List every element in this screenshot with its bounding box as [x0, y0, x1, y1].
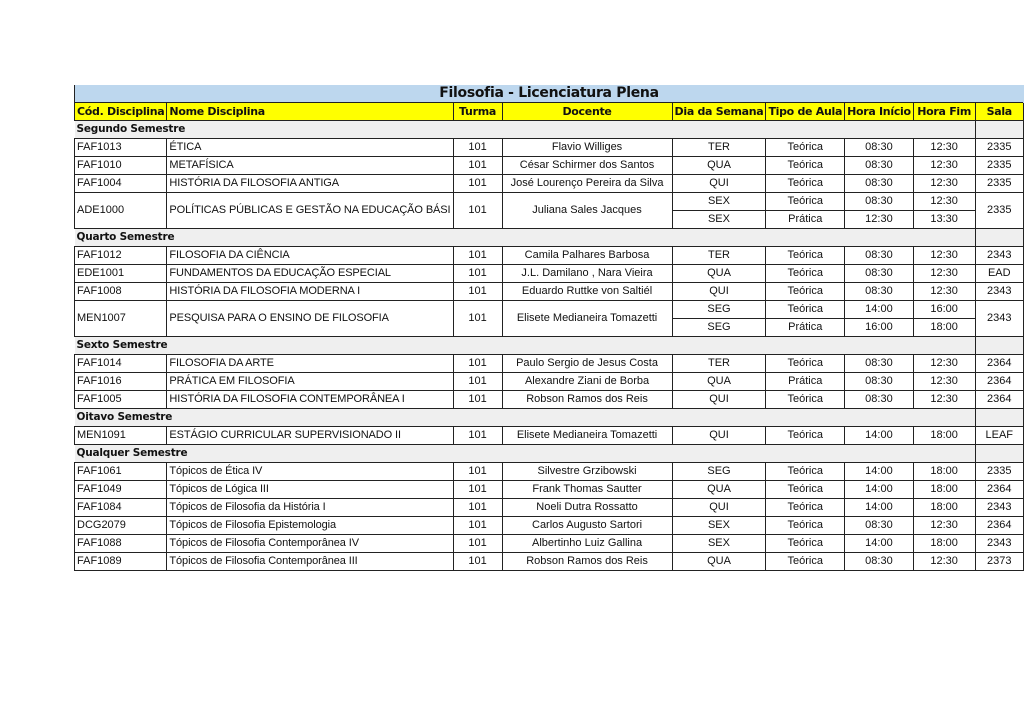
cell-tipo: Teórica — [766, 265, 845, 283]
cell-dia: SEG — [672, 463, 766, 481]
table-row — [75, 427, 1024, 445]
table-row — [75, 517, 1024, 535]
cell-dia: SEG — [672, 319, 766, 337]
cell-sala: 2364 — [975, 373, 1023, 391]
table-row — [75, 391, 1024, 409]
cell-dia: SEX — [672, 193, 766, 211]
cell-fim: 12:30 — [913, 247, 975, 265]
cell-docente: Alexandre Ziani de Borba — [502, 373, 672, 391]
cell-nome: HISTÓRIA DA FILOSOFIA MODERNA I — [167, 283, 453, 301]
cell-tipo: Teórica — [766, 283, 845, 301]
cell-inicio: 14:00 — [845, 301, 914, 319]
cell-nome: Tópicos de Filosofia Epistemologia — [167, 517, 453, 535]
semester-header-row — [75, 445, 1024, 463]
cell-tipo: Teórica — [766, 391, 845, 409]
cell-docente: Camila Palhares Barbosa — [502, 247, 672, 265]
cell-cod: EDE1001 — [75, 265, 167, 283]
cell-dia: TER — [672, 139, 766, 157]
cell-inicio: 08:30 — [845, 517, 914, 535]
cell-dia: SEX — [672, 535, 766, 553]
cell-fim: 16:00 — [913, 301, 975, 319]
table-row — [75, 301, 1024, 319]
cell-sala: 2364 — [975, 355, 1023, 373]
cell-cod: FAF1084 — [75, 499, 167, 517]
cell-cod: FAF1014 — [75, 355, 167, 373]
cell-fim: 12:30 — [913, 157, 975, 175]
cell-nome: ESTÁGIO CURRICULAR SUPERVISIONADO II — [167, 427, 453, 445]
cell-cod: FAF1061 — [75, 463, 167, 481]
cell-inicio: 14:00 — [845, 427, 914, 445]
cell-sala: 2335 — [975, 157, 1023, 175]
cell-inicio: 08:30 — [845, 247, 914, 265]
cell-sala: 2335 — [975, 139, 1023, 157]
cell-turma: 101 — [453, 355, 502, 373]
cell-cod: FAF1005 — [75, 391, 167, 409]
cell-nome: FILOSOFIA DA ARTE — [167, 355, 453, 373]
cell-nome: Tópicos de Lógica III — [167, 481, 453, 499]
cell-fim: 18:00 — [913, 481, 975, 499]
cell-inicio: 14:00 — [845, 535, 914, 553]
cell-inicio: 08:30 — [845, 265, 914, 283]
cell-turma: 101 — [453, 373, 502, 391]
cell-fim: 12:30 — [913, 391, 975, 409]
cell-inicio: 08:30 — [845, 193, 914, 211]
cell-inicio: 14:00 — [845, 499, 914, 517]
cell-turma: 101 — [453, 265, 502, 283]
cell-fim: 12:30 — [913, 355, 975, 373]
cell-dia: QUI — [672, 283, 766, 301]
cell-docente: Noeli Dutra Rossatto — [502, 499, 672, 517]
cell-docente: Paulo Sergio de Jesus Costa — [502, 355, 672, 373]
header-inicio: Hora Início — [845, 103, 914, 121]
cell-sala: LEAF — [975, 427, 1023, 445]
cell-fim: 12:30 — [913, 265, 975, 283]
cell-turma: 101 — [453, 463, 502, 481]
cell-turma: 101 — [453, 391, 502, 409]
cell-cod: FAF1089 — [75, 553, 167, 571]
cell-nome: HISTÓRIA DA FILOSOFIA ANTIGA — [167, 175, 453, 193]
cell-nome: ÉTICA — [167, 139, 453, 157]
cell-tipo: Teórica — [766, 499, 845, 517]
table-row — [75, 373, 1024, 391]
semester-label: Quarto Semestre — [75, 229, 976, 247]
cell-dia: SEX — [672, 517, 766, 535]
cell-nome: PRÁTICA EM FILOSOFIA — [167, 373, 453, 391]
semester-label: Segundo Semestre — [75, 121, 976, 139]
table-row — [75, 193, 1024, 211]
cell-tipo: Teórica — [766, 355, 845, 373]
cell-inicio: 08:30 — [845, 157, 914, 175]
cell-nome: Tópicos de Filosofia Contemporânea IV — [167, 535, 453, 553]
cell-cod: FAF1010 — [75, 157, 167, 175]
semester-sala-blank — [975, 121, 1023, 139]
cell-docente: Frank Thomas Sautter — [502, 481, 672, 499]
semester-sala-blank — [975, 337, 1023, 355]
cell-fim: 13:30 — [913, 211, 975, 229]
cell-nome: HISTÓRIA DA FILOSOFIA CONTEMPORÂNEA I — [167, 391, 453, 409]
cell-nome: Tópicos de Ética IV — [167, 463, 453, 481]
cell-docente: J.L. Damilano , Nara Vieira — [502, 265, 672, 283]
header-cod: Cód. Disciplina — [75, 103, 167, 121]
cell-docente: Flavio Williges — [502, 139, 672, 157]
cell-sala: 2335 — [975, 463, 1023, 481]
semester-label: Sexto Semestre — [75, 337, 976, 355]
cell-sala: 2335 — [975, 175, 1023, 193]
table-row — [75, 463, 1024, 481]
cell-turma: 101 — [453, 553, 502, 571]
table-row — [75, 553, 1024, 571]
cell-dia: QUA — [672, 157, 766, 175]
cell-fim: 18:00 — [913, 319, 975, 337]
cell-turma: 101 — [453, 517, 502, 535]
cell-inicio: 08:30 — [845, 391, 914, 409]
cell-turma: 101 — [453, 139, 502, 157]
semester-header-row — [75, 337, 1024, 355]
cell-nome: POLÍTICAS PÚBLICAS E GESTÃO NA EDUCAÇÃO BÁSI — [167, 193, 453, 229]
cell-nome: FUNDAMENTOS DA EDUCAÇÃO ESPECIAL — [167, 265, 453, 283]
cell-dia: QUA — [672, 553, 766, 571]
semester-header-row — [75, 409, 1024, 427]
cell-nome: FILOSOFIA DA CIÊNCIA — [167, 247, 453, 265]
semester-sala-blank — [975, 409, 1023, 427]
cell-sala: 2343 — [975, 283, 1023, 301]
cell-inicio: 08:30 — [845, 283, 914, 301]
cell-docente: Robson Ramos dos Reis — [502, 391, 672, 409]
cell-sala: 2373 — [975, 553, 1023, 571]
cell-docente: Albertinho Luiz Gallina — [502, 535, 672, 553]
semester-label: Oitavo Semestre — [75, 409, 976, 427]
semester-label: Qualquer Semestre — [75, 445, 976, 463]
cell-turma: 101 — [453, 427, 502, 445]
cell-tipo: Teórica — [766, 139, 845, 157]
cell-tipo: Teórica — [766, 175, 845, 193]
cell-dia: SEG — [672, 301, 766, 319]
cell-docente: Carlos Augusto Sartori — [502, 517, 672, 535]
cell-fim: 18:00 — [913, 427, 975, 445]
cell-tipo: Teórica — [766, 301, 845, 319]
cell-tipo: Teórica — [766, 193, 845, 211]
cell-inicio: 08:30 — [845, 175, 914, 193]
cell-dia: QUA — [672, 373, 766, 391]
semester-header-row — [75, 229, 1024, 247]
cell-turma: 101 — [453, 535, 502, 553]
cell-sala: 2364 — [975, 481, 1023, 499]
cell-cod: FAF1012 — [75, 247, 167, 265]
cell-fim: 12:30 — [913, 373, 975, 391]
cell-inicio: 08:30 — [845, 355, 914, 373]
table-row — [75, 283, 1024, 301]
table-row — [75, 175, 1024, 193]
cell-cod: FAF1016 — [75, 373, 167, 391]
semester-sala-blank — [975, 445, 1023, 463]
header-docente: Docente — [502, 103, 672, 121]
cell-tipo: Teórica — [766, 157, 845, 175]
header-nome: Nome Disciplina — [167, 103, 453, 121]
cell-tipo: Teórica — [766, 463, 845, 481]
cell-nome: METAFÍSICA — [167, 157, 453, 175]
header-turma: Turma — [453, 103, 502, 121]
cell-fim: 18:00 — [913, 499, 975, 517]
cell-docente: Elisete Medianeira Tomazetti — [502, 301, 672, 337]
cell-dia: QUI — [672, 499, 766, 517]
cell-docente: Elisete Medianeira Tomazetti — [502, 427, 672, 445]
table-row — [75, 499, 1024, 517]
cell-tipo: Teórica — [766, 247, 845, 265]
schedule-table — [74, 85, 1024, 571]
cell-dia: SEX — [672, 211, 766, 229]
cell-cod: DCG2079 — [75, 517, 167, 535]
sheet-title: Filosofia - Licenciatura Plena — [75, 85, 1024, 103]
cell-inicio: 14:00 — [845, 481, 914, 499]
cell-fim: 12:30 — [913, 553, 975, 571]
cell-sala: 2335 — [975, 193, 1023, 229]
cell-tipo: Teórica — [766, 481, 845, 499]
cell-turma: 101 — [453, 157, 502, 175]
cell-fim: 12:30 — [913, 283, 975, 301]
cell-docente: Juliana Sales Jacques — [502, 193, 672, 229]
table-row — [75, 247, 1024, 265]
cell-tipo: Teórica — [766, 535, 845, 553]
cell-tipo: Prática — [766, 319, 845, 337]
cell-dia: QUI — [672, 427, 766, 445]
cell-tipo: Teórica — [766, 517, 845, 535]
title-row — [75, 85, 1024, 103]
cell-cod: FAF1049 — [75, 481, 167, 499]
cell-tipo: Prática — [766, 211, 845, 229]
cell-fim: 12:30 — [913, 193, 975, 211]
header-fim: Hora Fim — [913, 103, 975, 121]
cell-inicio: 08:30 — [845, 373, 914, 391]
cell-sala: EAD — [975, 265, 1023, 283]
cell-turma: 101 — [453, 247, 502, 265]
cell-docente: José Lourenço Pereira da Silva — [502, 175, 672, 193]
cell-turma: 101 — [453, 283, 502, 301]
header-tipo: Tipo de Aula — [766, 103, 845, 121]
cell-dia: QUI — [672, 175, 766, 193]
cell-cod: ADE1000 — [75, 193, 167, 229]
cell-tipo: Prática — [766, 373, 845, 391]
cell-docente: Eduardo Ruttke von Saltiél — [502, 283, 672, 301]
cell-cod: FAF1004 — [75, 175, 167, 193]
cell-fim: 12:30 — [913, 175, 975, 193]
cell-turma: 101 — [453, 175, 502, 193]
cell-dia: QUA — [672, 265, 766, 283]
cell-fim: 18:00 — [913, 535, 975, 553]
cell-docente: César Schirmer dos Santos — [502, 157, 672, 175]
cell-inicio: 12:30 — [845, 211, 914, 229]
header-sala: Sala — [975, 103, 1023, 121]
cell-turma: 101 — [453, 481, 502, 499]
table-row — [75, 265, 1024, 283]
cell-docente: Silvestre Grzibowski — [502, 463, 672, 481]
cell-turma: 101 — [453, 499, 502, 517]
cell-cod: FAF1008 — [75, 283, 167, 301]
table-row — [75, 535, 1024, 553]
cell-fim: 12:30 — [913, 517, 975, 535]
cell-cod: FAF1088 — [75, 535, 167, 553]
header-dia: Dia da Semana — [672, 103, 766, 121]
cell-docente: Robson Ramos dos Reis — [502, 553, 672, 571]
cell-cod: MEN1007 — [75, 301, 167, 337]
cell-cod: MEN1091 — [75, 427, 167, 445]
cell-nome: PESQUISA PARA O ENSINO DE FILOSOFIA — [167, 301, 453, 337]
cell-tipo: Teórica — [766, 427, 845, 445]
cell-dia: QUA — [672, 481, 766, 499]
cell-sala: 2343 — [975, 535, 1023, 553]
cell-turma: 101 — [453, 193, 502, 229]
cell-dia: QUI — [672, 391, 766, 409]
table-row — [75, 139, 1024, 157]
cell-dia: TER — [672, 355, 766, 373]
cell-dia: TER — [672, 247, 766, 265]
table-row — [75, 157, 1024, 175]
cell-sala: 2364 — [975, 391, 1023, 409]
cell-inicio: 14:00 — [845, 463, 914, 481]
cell-nome: Tópicos de Filosofia Contemporânea III — [167, 553, 453, 571]
table-row — [75, 355, 1024, 373]
cell-turma: 101 — [453, 301, 502, 337]
cell-fim: 18:00 — [913, 463, 975, 481]
cell-fim: 12:30 — [913, 139, 975, 157]
table-row — [75, 481, 1024, 499]
cell-sala: 2343 — [975, 301, 1023, 337]
semester-sala-blank — [975, 229, 1023, 247]
cell-cod: FAF1013 — [75, 139, 167, 157]
cell-sala: 2343 — [975, 247, 1023, 265]
cell-inicio: 08:30 — [845, 553, 914, 571]
cell-nome: Tópicos de Filosofia da História I — [167, 499, 453, 517]
cell-sala: 2364 — [975, 517, 1023, 535]
cell-inicio: 16:00 — [845, 319, 914, 337]
cell-inicio: 08:30 — [845, 139, 914, 157]
header-row — [75, 103, 1024, 121]
cell-tipo: Teórica — [766, 553, 845, 571]
cell-sala: 2343 — [975, 499, 1023, 517]
semester-header-row — [75, 121, 1024, 139]
